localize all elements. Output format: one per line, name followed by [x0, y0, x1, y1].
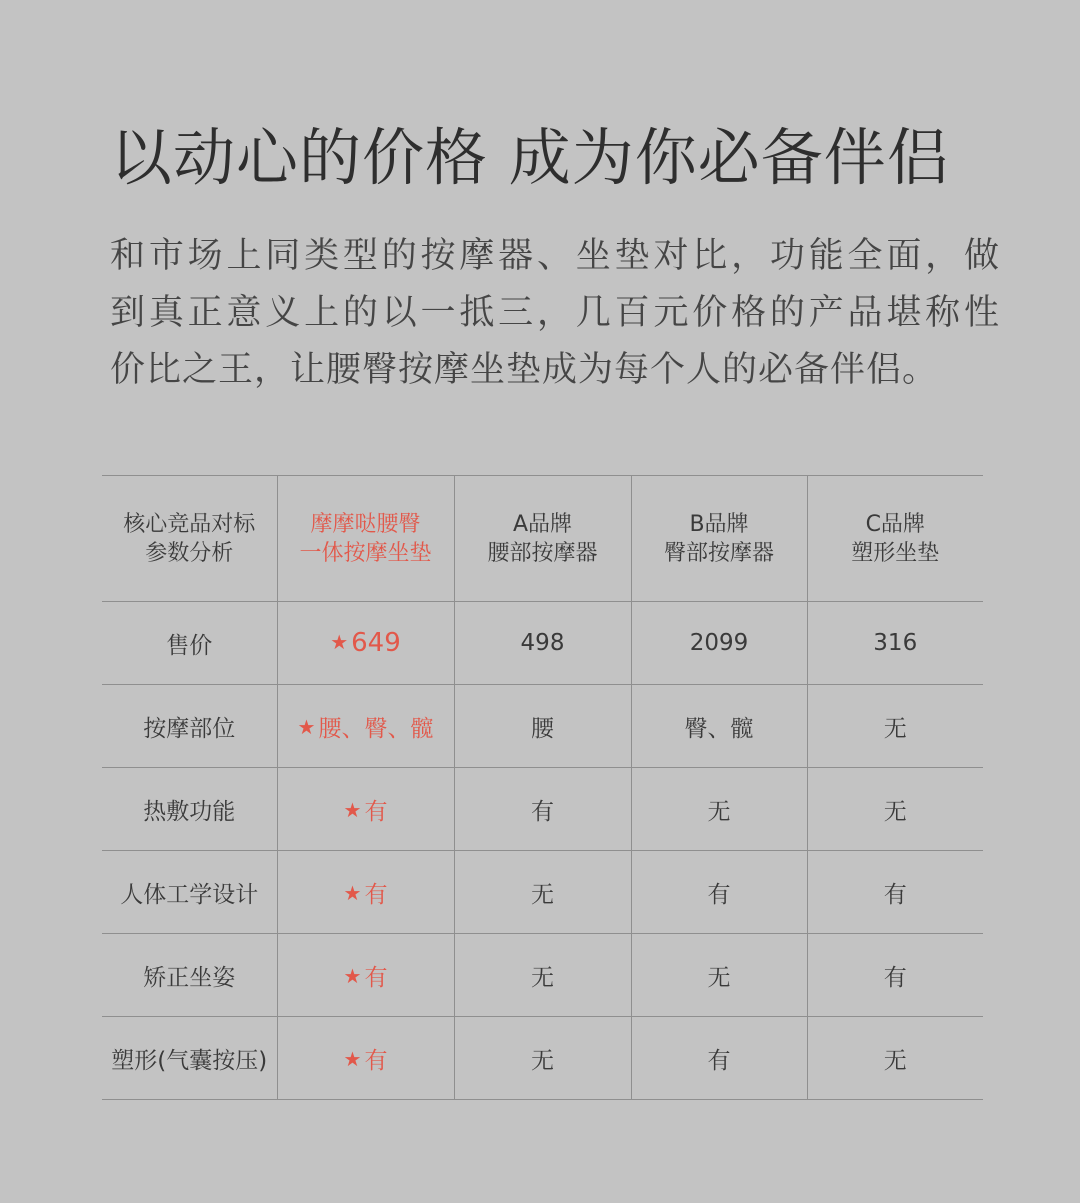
table-row [102, 685, 983, 768]
featured-cell [277, 1017, 454, 1100]
featured-cell [277, 685, 454, 768]
star-icon: ★ [297, 714, 316, 739]
star-icon: ★ [343, 1046, 362, 1071]
brand-a-cell: 有 [454, 768, 631, 851]
row-label: 按摩部位 [102, 685, 277, 768]
star-icon: ★ [330, 630, 349, 654]
table-row [102, 1017, 983, 1100]
brand-c-cell: 无 [807, 685, 983, 768]
table-row [102, 768, 983, 851]
header-brand-b [631, 476, 807, 602]
brand-b-cell: 无 [631, 768, 807, 851]
header-line: 参数分析 [145, 540, 234, 566]
header-line: 腰部按摩器 [487, 540, 598, 566]
featured-value: 有 [364, 1047, 388, 1074]
header-line: 一体按摩坐垫 [299, 540, 432, 566]
brand-b-cell: 无 [631, 934, 807, 1017]
header-line: C品牌 [865, 511, 925, 537]
intro-line-2: 到真正意义上的以一抵三，几百元价格的产品堪称性 [110, 293, 1000, 333]
comparison-table [102, 475, 983, 1100]
featured-value: 有 [364, 881, 388, 908]
table-row [102, 602, 983, 685]
header-line: 摩摩哒腰臀 [310, 511, 421, 537]
brand-b-cell: 有 [631, 851, 807, 934]
brand-b-cell: 臀、髋 [631, 685, 807, 768]
featured-cell [277, 768, 454, 851]
intro-line-1: 和市场上同类型的按摩器、坐垫对比，功能全面，做 [110, 236, 1000, 276]
featured-cell [277, 851, 454, 934]
brand-c-cell: 316 [807, 602, 983, 685]
featured-value: 有 [364, 964, 388, 991]
brand-c-cell: 有 [807, 851, 983, 934]
brand-a-cell: 腰 [454, 685, 631, 768]
row-label: 人体工学设计 [102, 851, 277, 934]
brand-a-cell: 498 [454, 602, 631, 685]
header-line: 核心竞品对标 [123, 511, 256, 537]
brand-c-cell: 无 [807, 1017, 983, 1100]
featured-value: 649 [351, 628, 401, 658]
header-featured-product [277, 476, 454, 602]
featured-cell [277, 602, 454, 685]
header-line: A品牌 [512, 511, 573, 537]
brand-c-cell: 有 [807, 934, 983, 1017]
table-row [102, 851, 983, 934]
row-label: 热敷功能 [102, 768, 277, 851]
header-brand-a [454, 476, 631, 602]
star-icon: ★ [343, 963, 362, 988]
star-icon: ★ [343, 880, 362, 905]
intro-line-3: 价比之王，让腰臀按摩坐垫成为每个人的必备伴侣。 [110, 350, 939, 390]
table-row [102, 934, 983, 1017]
brand-a-cell: 无 [454, 934, 631, 1017]
row-label: 塑形(气囊按压) [102, 1017, 277, 1100]
header-line: 塑形坐垫 [851, 540, 940, 566]
featured-value: 腰、臀、髋 [318, 715, 434, 742]
brand-b-cell: 2099 [631, 602, 807, 685]
header-parameter [102, 476, 277, 602]
header-line: 臀部按摩器 [663, 540, 774, 566]
table-header-row [102, 476, 983, 602]
brand-a-cell: 无 [454, 851, 631, 934]
header-line: B品牌 [689, 511, 749, 537]
row-label: 售价 [102, 602, 277, 685]
brand-b-cell: 有 [631, 1017, 807, 1100]
row-label: 矫正坐姿 [102, 934, 277, 1017]
star-icon: ★ [343, 797, 362, 822]
brand-a-cell: 无 [454, 1017, 631, 1100]
featured-cell [277, 934, 454, 1017]
page-title: 以动心的价格 成为你必备伴侣 [110, 121, 950, 194]
brand-c-cell: 无 [807, 768, 983, 851]
intro-paragraph [110, 228, 1000, 399]
header-brand-c [807, 476, 983, 602]
featured-value: 有 [364, 798, 388, 825]
